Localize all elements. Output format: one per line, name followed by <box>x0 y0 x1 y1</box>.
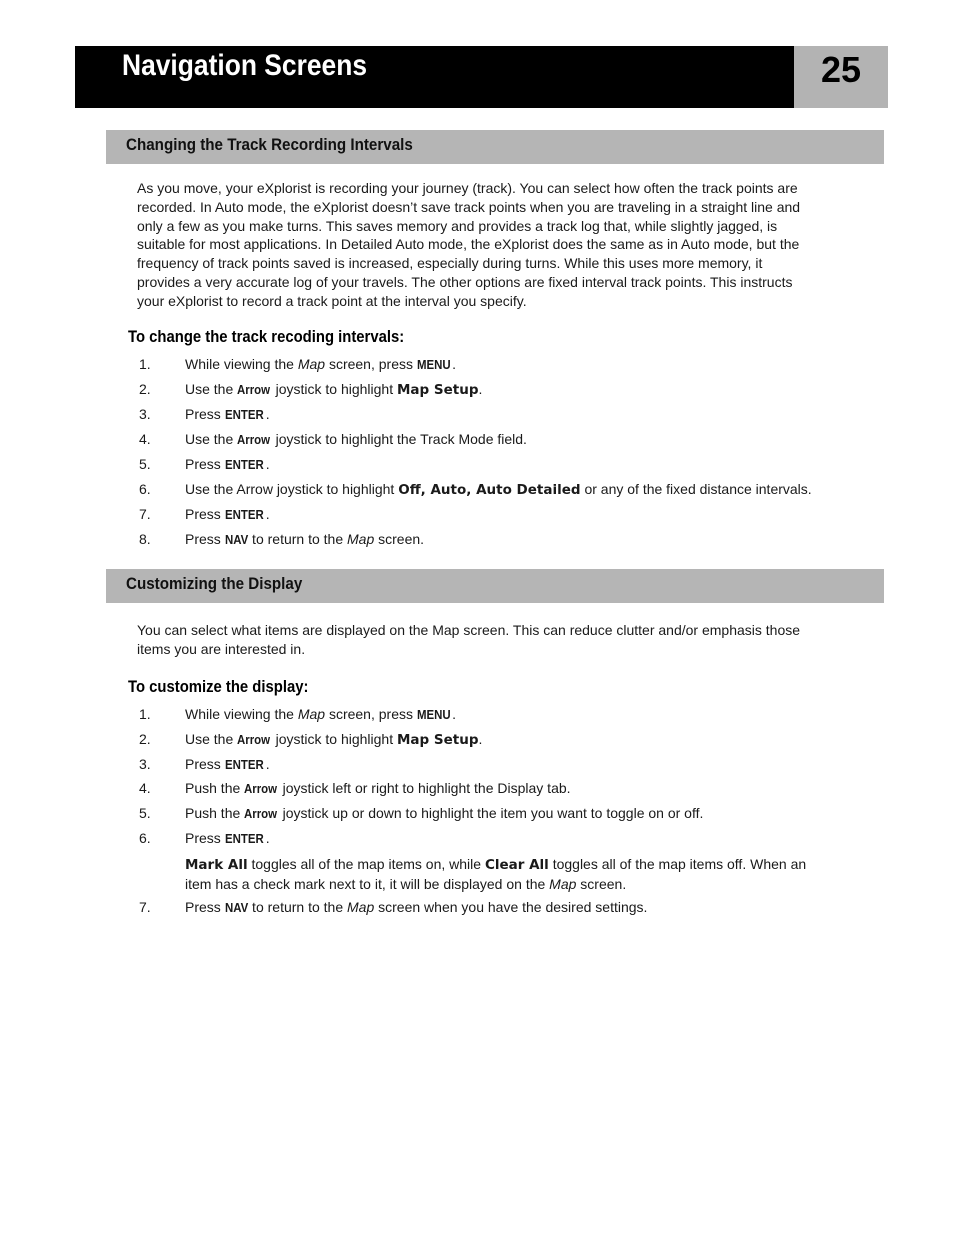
step-fragment: . <box>452 706 457 722</box>
step-fragment: to return to the <box>248 899 348 915</box>
mark-clear-note <box>185 855 885 894</box>
note-line <box>185 855 885 875</box>
paragraph-line: You can select what items are displayed on the Map screen. This can reduce clutter and/or emphasis those <box>137 622 801 638</box>
step-fragment: or any of the fixed distance intervals. <box>580 481 812 497</box>
step-text <box>185 731 482 748</box>
step-text <box>185 756 270 772</box>
section-heading-track-intervals <box>106 130 884 164</box>
step-fragment: Press <box>185 756 225 772</box>
step-fragment: Use the <box>185 431 238 447</box>
page-title: Navigation Screens <box>122 49 368 82</box>
step-text <box>185 805 703 821</box>
key-name: Arrow <box>237 432 271 447</box>
step-text <box>185 531 424 547</box>
step-number: 6. <box>139 481 151 497</box>
step-fragment: joystick to highlight <box>271 731 397 747</box>
key-name: ENTER <box>224 407 264 422</box>
paragraph-line: suitable for most applications. In Detailed Auto mode, the eXplorist does the same as in Auto mode, but the <box>137 236 800 253</box>
step-fragment: While viewing the <box>185 356 298 372</box>
step-fragment: . <box>265 506 270 522</box>
mark-all-label: Mark All <box>185 857 248 873</box>
step-text <box>185 456 270 472</box>
step-fragment: Push the <box>185 780 245 796</box>
note-text: toggles all of the map items off. When an <box>548 856 807 872</box>
key-name: NAV <box>224 532 248 547</box>
paragraph-line: recorded. In Auto mode, the eXplorist doesn’t save track points when you are traveling in a straight line and <box>137 198 801 215</box>
key-name: ENTER <box>224 757 264 772</box>
step-fragment: screen, press <box>325 356 417 372</box>
step-text <box>185 406 270 422</box>
step-number: 2. <box>139 731 151 747</box>
step-fragment: While viewing the <box>185 706 298 722</box>
step-fragment: Press <box>185 506 225 522</box>
page-number: 25 <box>820 49 862 90</box>
ui-option: Map Setup <box>397 732 479 748</box>
key-name: ENTER <box>224 507 264 522</box>
step-text <box>185 830 270 846</box>
paragraph-line: items you are interested in. <box>137 640 306 657</box>
step-text <box>185 706 456 722</box>
step-number: 3. <box>139 406 151 422</box>
step-fragment: Use the Arrow joystick to highlight <box>185 481 399 497</box>
step-fragment: . <box>265 830 270 846</box>
map-term: Map <box>549 876 577 892</box>
section-heading-display <box>106 569 884 603</box>
key-name: MENU <box>416 357 451 372</box>
step-text <box>185 780 571 796</box>
intro-paragraph-track <box>137 179 882 311</box>
note-text: screen. <box>576 876 627 892</box>
map-term: Map <box>297 706 326 722</box>
note-text: item has a check mark next to it, it will be displayed on the <box>185 876 550 892</box>
step-fragment: joystick left or right to highlight the Display tab. <box>278 780 571 796</box>
paragraph-line: provides a very accurate log of your travels. The other options are fixed interval track points. This instructs <box>137 273 793 290</box>
paragraph-line: As you move, your eXplorist is recording your journey (track). You can select how often the track points are <box>137 180 798 196</box>
step-fragment: . <box>478 381 483 397</box>
step-fragment: joystick to highlight <box>271 381 397 397</box>
step-fragment: screen. <box>374 531 425 547</box>
key-name: ENTER <box>224 457 264 472</box>
key-name: MENU <box>416 707 451 722</box>
step-text <box>185 506 270 522</box>
step-fragment: Press <box>185 456 225 472</box>
step-fragment: Press <box>185 406 225 422</box>
step-fragment: Push the <box>185 805 245 821</box>
intro-paragraph-display <box>137 621 882 659</box>
step-text <box>185 356 456 372</box>
step-fragment: joystick to highlight the Track Mode field. <box>271 431 527 447</box>
ui-option: Off, Auto, Auto Detailed <box>398 482 581 498</box>
map-term: Map <box>347 531 375 547</box>
step-number: 7. <box>139 899 151 915</box>
section-title: Changing the Track Recording Intervals <box>126 136 413 154</box>
step-fragment: . <box>478 731 483 747</box>
key-name: Arrow <box>244 806 278 821</box>
procedure-heading-display: To customize the display: <box>128 678 309 696</box>
step-fragment: Press <box>185 830 225 846</box>
ui-option: Map Setup <box>397 382 479 398</box>
step-fragment: . <box>265 756 270 772</box>
step-fragment: joystick up or down to highlight the item you want to toggle on or off. <box>278 805 704 821</box>
step-fragment: Use the <box>185 731 238 747</box>
map-term: Map <box>297 356 326 372</box>
procedure-heading-track: To change the track recoding intervals: <box>128 328 405 346</box>
step-number: 1. <box>139 356 151 372</box>
note-line <box>185 875 885 894</box>
step-number: 1. <box>139 706 151 722</box>
clear-all-label: Clear All <box>484 857 549 873</box>
step-number: 6. <box>139 830 151 846</box>
step-fragment: to return to the <box>248 531 348 547</box>
step-number: 2. <box>139 381 151 397</box>
step-number: 7. <box>139 506 151 522</box>
step-text <box>185 381 482 398</box>
step-text <box>185 899 647 915</box>
step-number: 5. <box>139 805 151 821</box>
header-title-block <box>75 46 794 108</box>
step-number: 8. <box>139 531 151 547</box>
step-fragment: screen when you have the desired settings. <box>374 899 648 915</box>
key-name: Arrow <box>237 382 271 397</box>
key-name: Arrow <box>244 781 278 796</box>
step-fragment: Press <box>185 899 225 915</box>
key-name: ENTER <box>224 831 264 846</box>
step-fragment: . <box>265 456 270 472</box>
section-title: Customizing the Display <box>126 575 303 593</box>
step-fragment: Use the <box>185 381 238 397</box>
map-term: Map <box>347 899 375 915</box>
paragraph-line: only a few as you make turns. This saves memory and provides a track log that, while slightly jagged, is <box>137 217 778 234</box>
step-number: 3. <box>139 756 151 772</box>
step-fragment: Press <box>185 531 225 547</box>
step-number: 4. <box>139 431 151 447</box>
step-number: 4. <box>139 780 151 796</box>
step-fragment: . <box>452 356 457 372</box>
step-fragment: screen, press <box>325 706 417 722</box>
key-name: Arrow <box>237 732 271 747</box>
key-name: NAV <box>224 900 248 915</box>
paragraph-line: your eXplorist to record a track point at the interval you specify. <box>137 292 527 309</box>
step-text <box>185 431 527 447</box>
step-number: 5. <box>139 456 151 472</box>
paragraph-line: frequency of track points saved is increased, especially during turns. While this uses more memory, it <box>137 255 763 272</box>
step-fragment: . <box>265 406 270 422</box>
note-text: toggles all of the map items on, while <box>247 856 485 872</box>
page-header <box>75 46 888 108</box>
step-text <box>185 481 812 498</box>
page-number-block <box>794 46 888 108</box>
